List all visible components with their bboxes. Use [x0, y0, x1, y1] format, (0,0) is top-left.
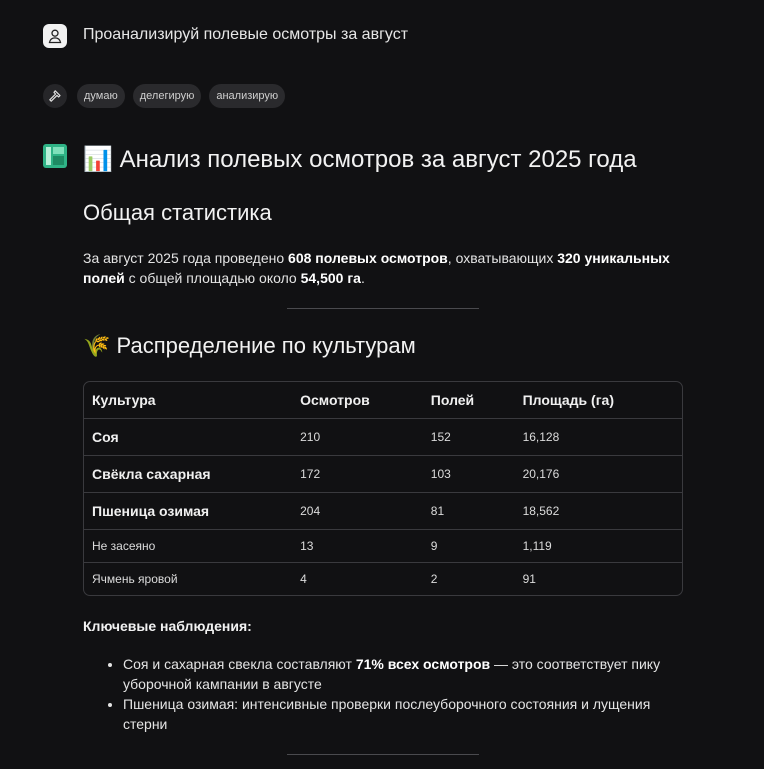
table-cell: Свёкла сахарная [84, 456, 292, 493]
table-cell: 91 [522, 572, 536, 586]
table-header-cell: Осмотров [292, 382, 423, 419]
chip-delegating[interactable]: делегирую [133, 84, 202, 108]
table-cell: Соя [84, 419, 292, 456]
stats-text-2: , охватывающих [447, 250, 558, 266]
chip-analyzing[interactable]: анализирую [209, 84, 285, 108]
table-row [84, 530, 682, 563]
table-cell: 18,562 [515, 493, 682, 530]
table-cell: Ячмень яровой [92, 572, 178, 586]
stats-bold-area: 54,500 га [300, 270, 361, 286]
hammer-icon [43, 84, 67, 108]
stats-text-3: с общей площадью около [124, 270, 301, 286]
table-header-row [84, 382, 682, 419]
table-row [84, 456, 682, 493]
obs-1-text-a: Соя и сахарная свекла составляют [123, 656, 356, 672]
table-cell: Не засеяно [84, 530, 292, 563]
section-heading-crops-text: Распределение по культурам [116, 333, 416, 358]
obs-1-bold: 71% всех осмотров [355, 656, 491, 672]
table-cell: 13 [292, 530, 423, 563]
table-cell: 210 [292, 419, 423, 456]
observations-title: Ключевые наблюдения: [83, 618, 252, 634]
table-cell: 1,119 [515, 530, 682, 563]
response-title-text: Анализ полевых осмотров за август 2025 года [119, 146, 637, 173]
tool-chips [77, 84, 285, 108]
table-header-cell: Культура [84, 382, 292, 419]
table-header-cell: Площадь (га) [515, 382, 682, 419]
user-avatar [43, 24, 67, 48]
list-item [123, 694, 683, 734]
user-message: Проанализируй полевые осмотры за август [83, 26, 409, 43]
table-row [84, 563, 682, 595]
stats-paragraph [83, 248, 683, 288]
chip-thinking[interactable]: думаю [77, 84, 125, 108]
section-heading-stats: Общая статистика [83, 200, 272, 225]
table-cell: 152 [423, 419, 515, 456]
table-row [84, 419, 682, 456]
stats-text-4: . [360, 270, 365, 286]
chart-emoji: 📊 [83, 146, 113, 173]
table-cell: 9 [423, 530, 515, 563]
stats-bold-fields: 320 уникальных полей [83, 250, 670, 286]
obs-2-text: Пшеница озимая: интенсивные проверки послеуборочного состояния и лущения стерни [123, 696, 651, 732]
response-title [83, 144, 683, 176]
table-cell: 103 [423, 456, 515, 493]
divider [287, 308, 479, 309]
stats-bold-inspections: 608 полевых осмотров [288, 250, 448, 266]
crops-table [83, 381, 683, 596]
obs-1-text-c: — это соответствует пику уборочной кампании в августе [123, 656, 661, 692]
table-cell: 16,128 [515, 419, 682, 456]
assistant-logo-icon [43, 144, 67, 168]
table-cell: 2 [430, 572, 438, 586]
table-cell: 81 [423, 493, 515, 530]
user-icon [47, 28, 63, 44]
section-heading-crops [83, 331, 683, 361]
table-cell: 172 [292, 456, 423, 493]
table-cell: 4 [300, 572, 307, 586]
table-header-cell: Полей [423, 382, 515, 419]
table-cell: Пшеница озимая [84, 493, 292, 530]
table-cell: 204 [292, 493, 423, 530]
wheat-emoji: 🌾 [83, 333, 111, 358]
assistant-response [83, 144, 683, 755]
table-cell: 20,176 [515, 456, 682, 493]
list-item [123, 654, 683, 694]
divider [287, 754, 479, 755]
stats-text-1: За август 2025 года проведено [83, 250, 289, 266]
table-row [84, 493, 682, 530]
observations-list [83, 654, 683, 734]
